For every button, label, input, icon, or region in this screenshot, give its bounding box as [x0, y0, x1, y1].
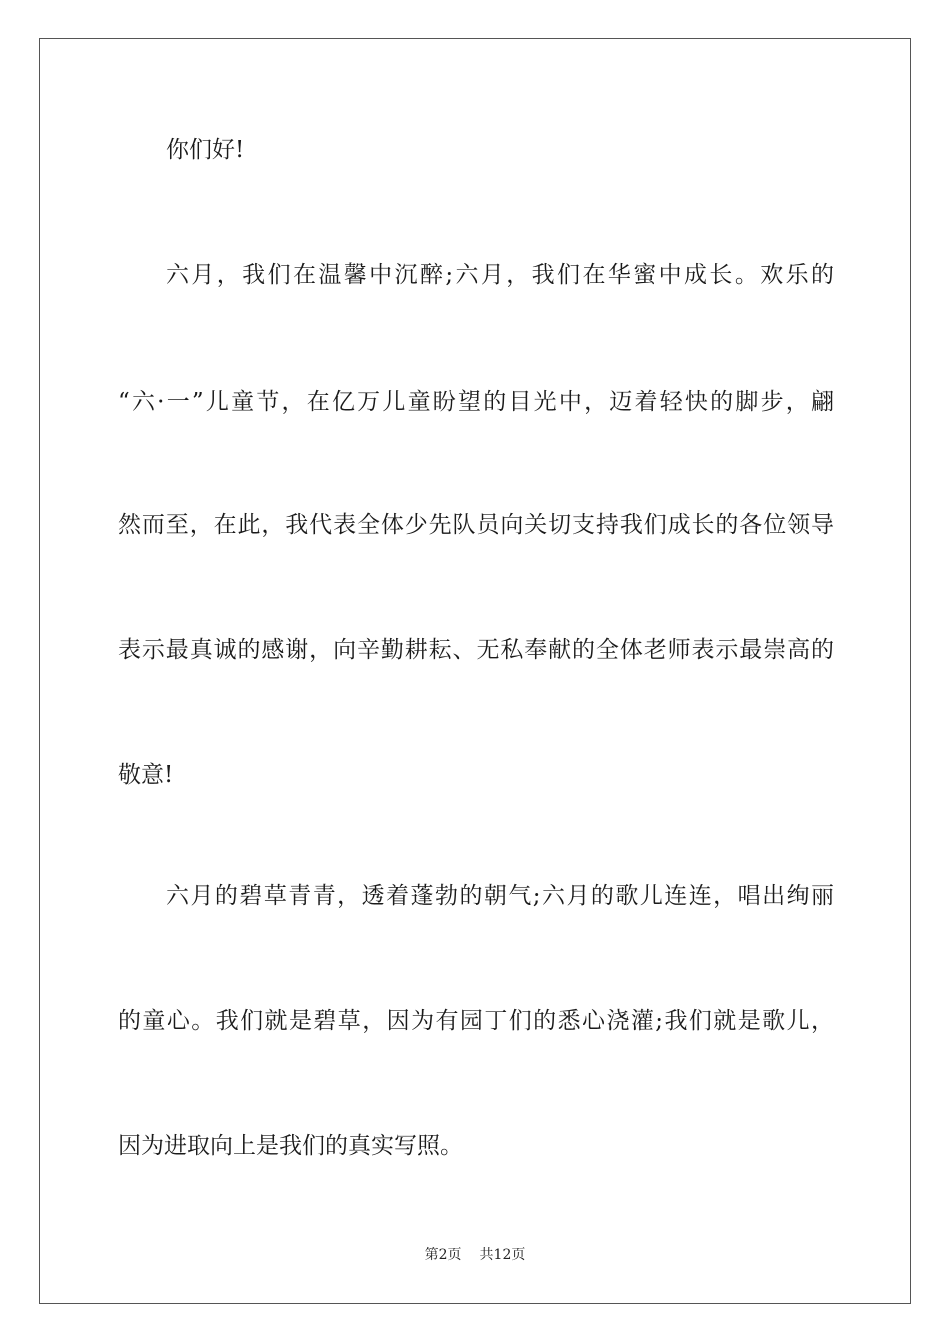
paragraph-1-line-4: 表示最真诚的感谢，向辛勤耕耘、无私奉献的全体老师表示最崇高的: [118, 637, 834, 663]
paragraph-2-line-1: 六月的碧草青青，透着蓬勃的朝气;六月的歌儿连连，唱出绚丽: [166, 883, 834, 909]
paragraph-2-line-2: 的童心。我们就是碧草，因为有园丁们的悉心浇灌;我们就是歌儿，: [118, 1008, 834, 1034]
paragraph-2-line-3: 因为进取向上是我们的真实写照。: [118, 1133, 463, 1159]
paragraph-1-line-3: 然而至，在此，我代表全体少先队员向关切支持我们成长的各位领导: [118, 512, 834, 538]
paragraph-1-line-5: 敬意!: [118, 762, 174, 788]
page-number: 第2页: [424, 1247, 462, 1263]
page-total: 共12页: [479, 1247, 526, 1263]
page-footer: [0, 1245, 950, 1265]
greeting-line: 你们好!: [166, 137, 245, 163]
page-border: [39, 38, 911, 1304]
paragraph-1-line-2: “六·一”儿童节，在亿万儿童盼望的目光中，迈着轻快的脚步，翩: [118, 389, 834, 415]
paragraph-1-line-1: 六月，我们在温馨中沉醉;六月，我们在华蜜中成长。欢乐的: [166, 262, 834, 288]
